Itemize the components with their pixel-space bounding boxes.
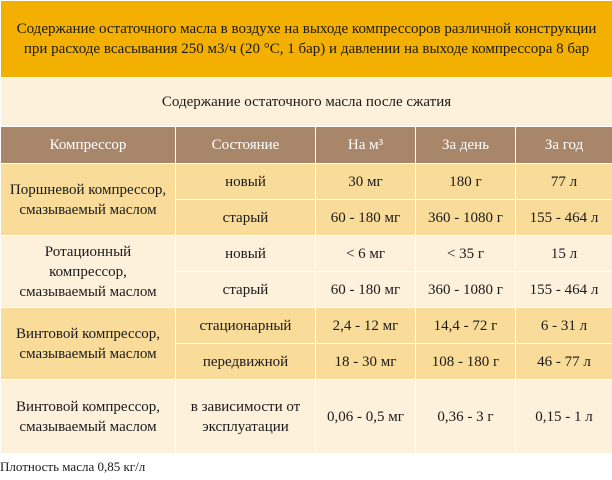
per-year-cell: 15 л bbox=[516, 236, 612, 272]
header-state: Состояние bbox=[176, 127, 316, 164]
state-cell: новый bbox=[176, 164, 316, 200]
per-day-cell: 360 - 1080 г bbox=[416, 200, 516, 236]
per-year-cell: 0,15 - 1 л bbox=[516, 380, 612, 454]
per-year-cell: 46 - 77 л bbox=[516, 344, 612, 380]
compressor-cell: Винтовой компрессор, смазываемый маслом bbox=[1, 308, 176, 380]
per-m3-cell: 0,06 - 0,5 мг bbox=[316, 380, 416, 454]
per-day-cell: < 35 г bbox=[416, 236, 516, 272]
per-year-cell: 155 - 464 л bbox=[516, 200, 612, 236]
per-year-cell: 6 - 31 л bbox=[516, 308, 612, 344]
header-per-day: За день bbox=[416, 127, 516, 164]
per-year-cell: 155 - 464 л bbox=[516, 272, 612, 308]
table-row bbox=[1, 380, 612, 454]
state-cell: стационарный bbox=[176, 308, 316, 344]
state-cell: в зависимости от эксплуатации bbox=[176, 380, 316, 454]
compressor-cell: Поршневой компрессор, смазываемый маслом bbox=[1, 164, 176, 236]
header-per-m3: На м³ bbox=[316, 127, 416, 164]
footnote: Плотность масла 0,85 кг/л bbox=[0, 459, 146, 474]
table-title: Содержание остаточного масла в воздухе на выходе компрессоров различной конструкции при расходе всасывания 250 м3/ч (20 °C, 1 бар) и давлении на выходе компрессора 8 бар bbox=[1, 1, 612, 78]
header-row bbox=[1, 127, 612, 164]
header-per-year: За год bbox=[516, 127, 612, 164]
compressor-cell: Ротационный компрессор, смазываемый маслом bbox=[1, 236, 176, 308]
compressor-cell: Винтовой компрессор, смазываемый маслом bbox=[1, 380, 176, 454]
table-row bbox=[1, 308, 612, 344]
per-day-cell: 0,36 - 3 г bbox=[416, 380, 516, 454]
per-m3-cell: < 6 мг bbox=[316, 236, 416, 272]
header-compressor: Компрессор bbox=[1, 127, 176, 164]
state-cell: старый bbox=[176, 200, 316, 236]
per-m3-cell: 2,4 - 12 мг bbox=[316, 308, 416, 344]
state-cell: новый bbox=[176, 236, 316, 272]
table-row bbox=[1, 236, 612, 272]
per-day-cell: 108 - 180 г bbox=[416, 344, 516, 380]
per-year-cell: 77 л bbox=[516, 164, 612, 200]
per-m3-cell: 18 - 30 мг bbox=[316, 344, 416, 380]
table-subtitle: Содержание остаточного масла после сжатия bbox=[1, 78, 612, 127]
table-row bbox=[1, 164, 612, 200]
state-cell: старый bbox=[176, 272, 316, 308]
per-day-cell: 360 - 1080 г bbox=[416, 272, 516, 308]
per-day-cell: 180 г bbox=[416, 164, 516, 200]
per-day-cell: 14,4 - 72 г bbox=[416, 308, 516, 344]
per-m3-cell: 60 - 180 мг bbox=[316, 200, 416, 236]
per-m3-cell: 60 - 180 мг bbox=[316, 272, 416, 308]
per-m3-cell: 30 мг bbox=[316, 164, 416, 200]
state-cell: передвижной bbox=[176, 344, 316, 380]
